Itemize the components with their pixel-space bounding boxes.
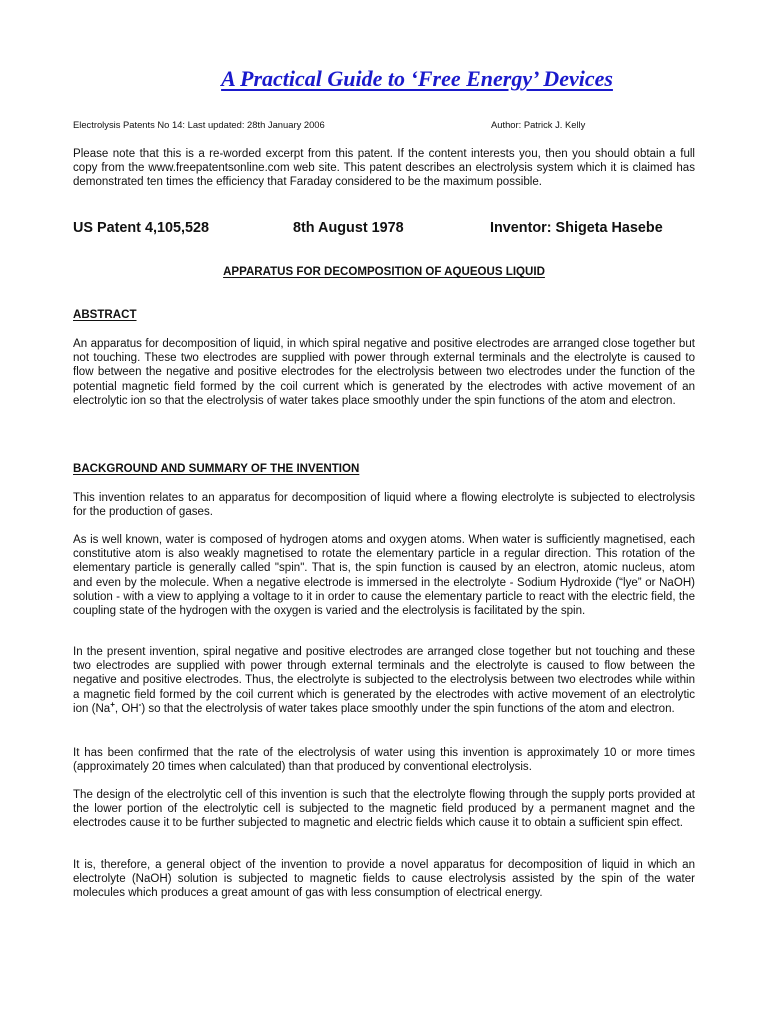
abstract-heading: ABSTRACT <box>73 309 137 321</box>
background-paragraph-1: This invention relates to an apparatus for decomposition of liquid where a flowing electrolyte is subjected to electrolysis for the production of gases. <box>73 492 695 519</box>
background-paragraph-6: It is, therefore, a general object of the invention to provide a novel apparatus for decomposition of liquid in which an electrolyte (NaOH) solution is subjected to magnetic fields to cause electrolysis assisted by the spin of the water molecules which produces a great amount of gas with less consumption of electrical energy. <box>73 859 695 900</box>
sodium-ion-charge: + <box>110 699 115 709</box>
hydroxide-ion-charge: - <box>138 699 142 709</box>
background-paragraph-5: The design of the electrolytic cell of this invention is such that the electrolyte flowing through the supply ports provided at the lower portion of the electrolytic cell is subjected to the magnetic field produced by a permanent magnet and the electrodes cause it to be further subjected to magnetic and electric fields which cause it to obtain a sufficient spin effect. <box>73 789 695 830</box>
patent-number: US Patent 4,105,528 <box>73 220 209 236</box>
background-heading: BACKGROUND AND SUMMARY OF THE INVENTION <box>73 463 360 475</box>
document-author: Author: Patrick J. Kelly <box>491 119 586 130</box>
abstract-paragraph: An apparatus for decomposition of liquid, in which spiral negative and positive electrodes are arranged close together but not touching. These two electrodes are supplied with power through external terminals and the electrolyte is caused to flow between the negative and positive electrodes for the electrolysis between two electrodes under the function of the potential magnetic field formed by the coil current which is generated by the electrodes with active movement of an electrolytic ion so that the electrolysis of water takes place smoothly under the spin functions of the atom and electron. <box>73 338 695 407</box>
document-meta-info: Electrolysis Patents No 14: Last updated: 28th January 2006 <box>73 119 325 130</box>
patent-title-heading: APPARATUS FOR DECOMPOSITION OF AQUEOUS LIQUID <box>223 266 545 278</box>
document-title: A Practical Guide to ‘Free Energy’ Devices <box>221 66 613 91</box>
patent-date: 8th August 1978 <box>293 220 404 236</box>
paragraph-3-text-a: In the present invention, spiral negative and positive electrodes are arranged close together but not touching and these two electrodes are supplied with power through external terminals and the electrolyte is caused to flow between the negative and positive electrodes. Thus, the electrolyte is subjected to the electrolysis between two electrodes while within a magnetic field formed by the coil current which is generated by the electrodes with active movement of an electrolytic ion (Na <box>73 646 695 715</box>
patent-inventor: Inventor: Shigeta Hasebe <box>490 220 663 236</box>
background-paragraph-2: As is well known, water is composed of hydrogen atoms and oxygen atoms. When water is sufficiently magnetised, each constitutive atom is also weakly magnetised to rotate the elementary particle in a regular direction. This rotation of the elementary particle is generally called "spin". That is, the spin function is caused by an electron, atomic nucleus, atom and even by the molecule. When a negative electrode is immersed in the electrolyte - Sodium Hydroxide (“lye” or NaOH) solution - with a view to applying a voltage to it in order to cause the elementary particle to react with the electric field, the coupling state of the hydrogen with the oxygen is varied and the electrolysis is facilitated by the spin. <box>73 534 695 618</box>
paragraph-3-text-b: , OH <box>114 702 139 715</box>
intro-paragraph: Please note that this is a re-worded excerpt from this patent. If the content interests you, then you should obtain a full copy from the www.freepatentsonline.com web site. This patent describes an electrolysis system which it is claimed has demonstrated ten times the efficiency that Faraday considered to be the maximum possible. <box>73 148 695 189</box>
background-paragraph-4: It has been confirmed that the rate of the electrolysis of water using this invention is approximately 10 or more times (approximately 20 times when calculated) than that produced by conventional electrolysis. <box>73 747 695 774</box>
paragraph-3-text-c: ) so that the electrolysis of water takes place smoothly under the spin functions of the atom and electron. <box>141 702 675 715</box>
background-paragraph-3 <box>73 645 695 716</box>
